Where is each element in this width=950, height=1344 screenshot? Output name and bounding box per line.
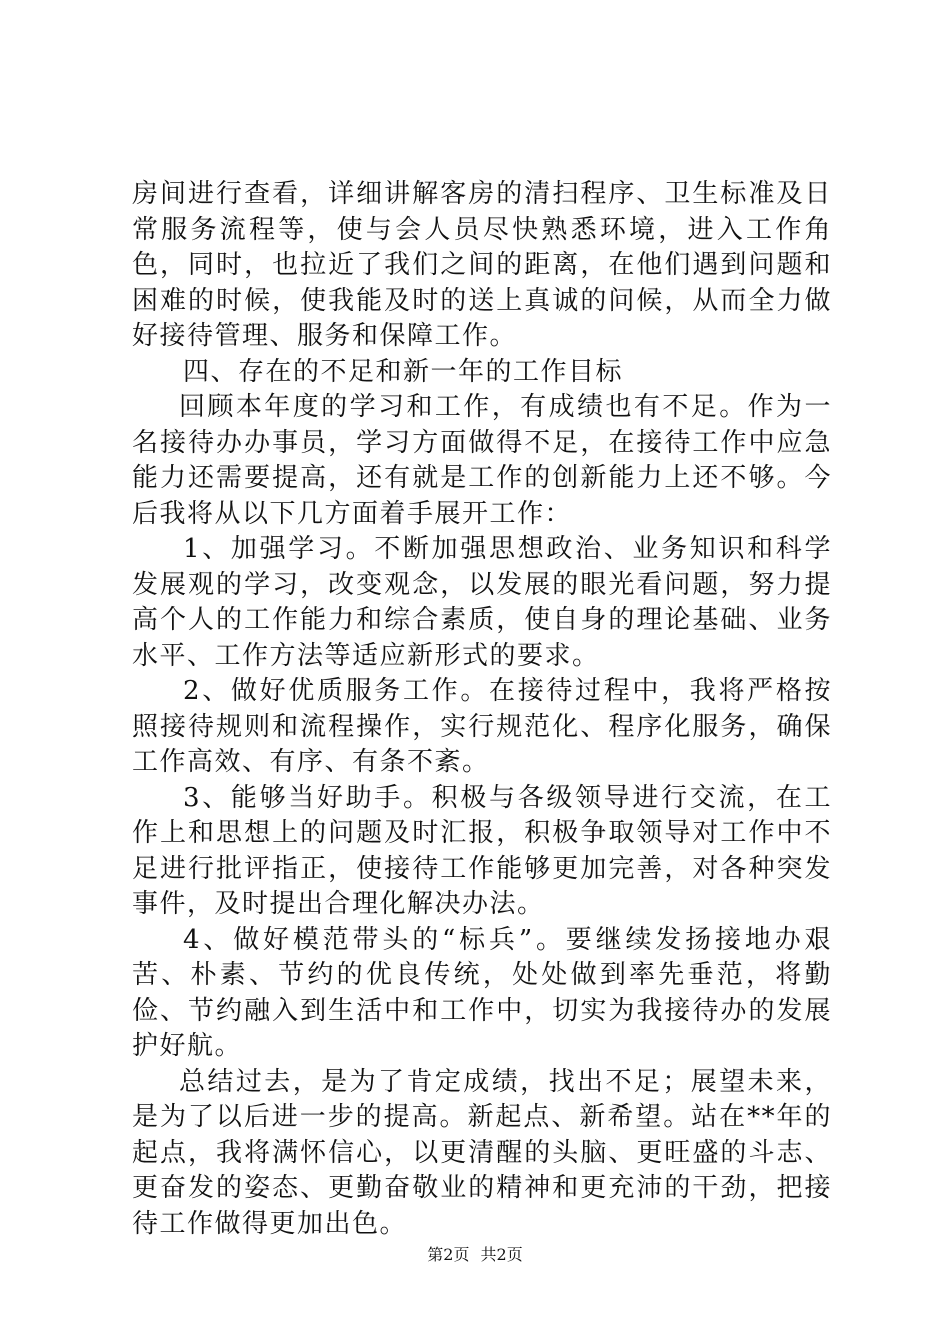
paragraph-room-inspection: 房间进行查看，详细讲解客房的清扫程序、卫生标准及日常服务流程等，使与会人员尽快熟悉环境，进入工作角色，同时，也拉近了我们之间的距离，在他们遇到问题和困难的时候，使我能及时的送上真诚的问候，从而全力做好接待管理、服务和保障工作。 bbox=[132, 179, 832, 351]
paragraph-item-3-assistant: 3、能够当好助手。积极与各级领导进行交流，在工作上和思想上的问题及时汇报，积极争取领导对工作中不足进行批评指正，使接待工作能够更加完善，对各种突发事件，及时提出合理化解决办法。 bbox=[132, 782, 832, 919]
section-heading-shortcomings-goals: 四、存在的不足和新一年的工作目标 bbox=[183, 356, 624, 387]
page-number: 第2页 bbox=[427, 1245, 470, 1264]
paragraph-item-2-service: 2、做好优质服务工作。在接待过程中，我将严格按照接待规则和流程操作，实行规范化、程序化服务，确保工作高效、有序、有条不紊。 bbox=[132, 676, 832, 777]
document-body bbox=[132, 177, 832, 1242]
paragraph-conclusion: 总结过去，是为了肯定成绩，找出不足；展望未来，是为了以后进一步的提高。新起点、新希望。站在**年的起点，我将满怀信心，以更清醒的头脑、更旺盛的斗志、更奋发的姿态、更勤奋敬业的精神和更充沛的干劲，把接待工作做得更加出色。 bbox=[132, 1066, 832, 1239]
page-footer bbox=[0, 1244, 950, 1266]
page-total: 共2页 bbox=[480, 1245, 523, 1264]
paragraph-item-1-study: 1、加强学习。不断加强思想政治、业务知识和科学发展观的学习，改变观念，以发展的眼光看问题，努力提高个人的工作能力和综合素质，使自身的理论基础、业务水平、工作方法等适应新形式的要求。 bbox=[132, 534, 832, 671]
paragraph-item-4-model: 4、做好模范带头的“标兵”。要继续发扬接地办艰苦、朴素、节约的优良传统，处处做到率先垂范，将勤俭、节约融入到生活中和工作中，切实为我接待办的发展护好航。 bbox=[132, 924, 832, 1061]
paragraph-year-review: 回顾本年度的学习和工作，有成绩也有不足。作为一名接待办办事员，学习方面做得不足，在接待工作中应急能力还需要提高，还有就是工作的创新能力上还不够。今后我将从以下几方面着手展开工作： bbox=[132, 392, 832, 529]
